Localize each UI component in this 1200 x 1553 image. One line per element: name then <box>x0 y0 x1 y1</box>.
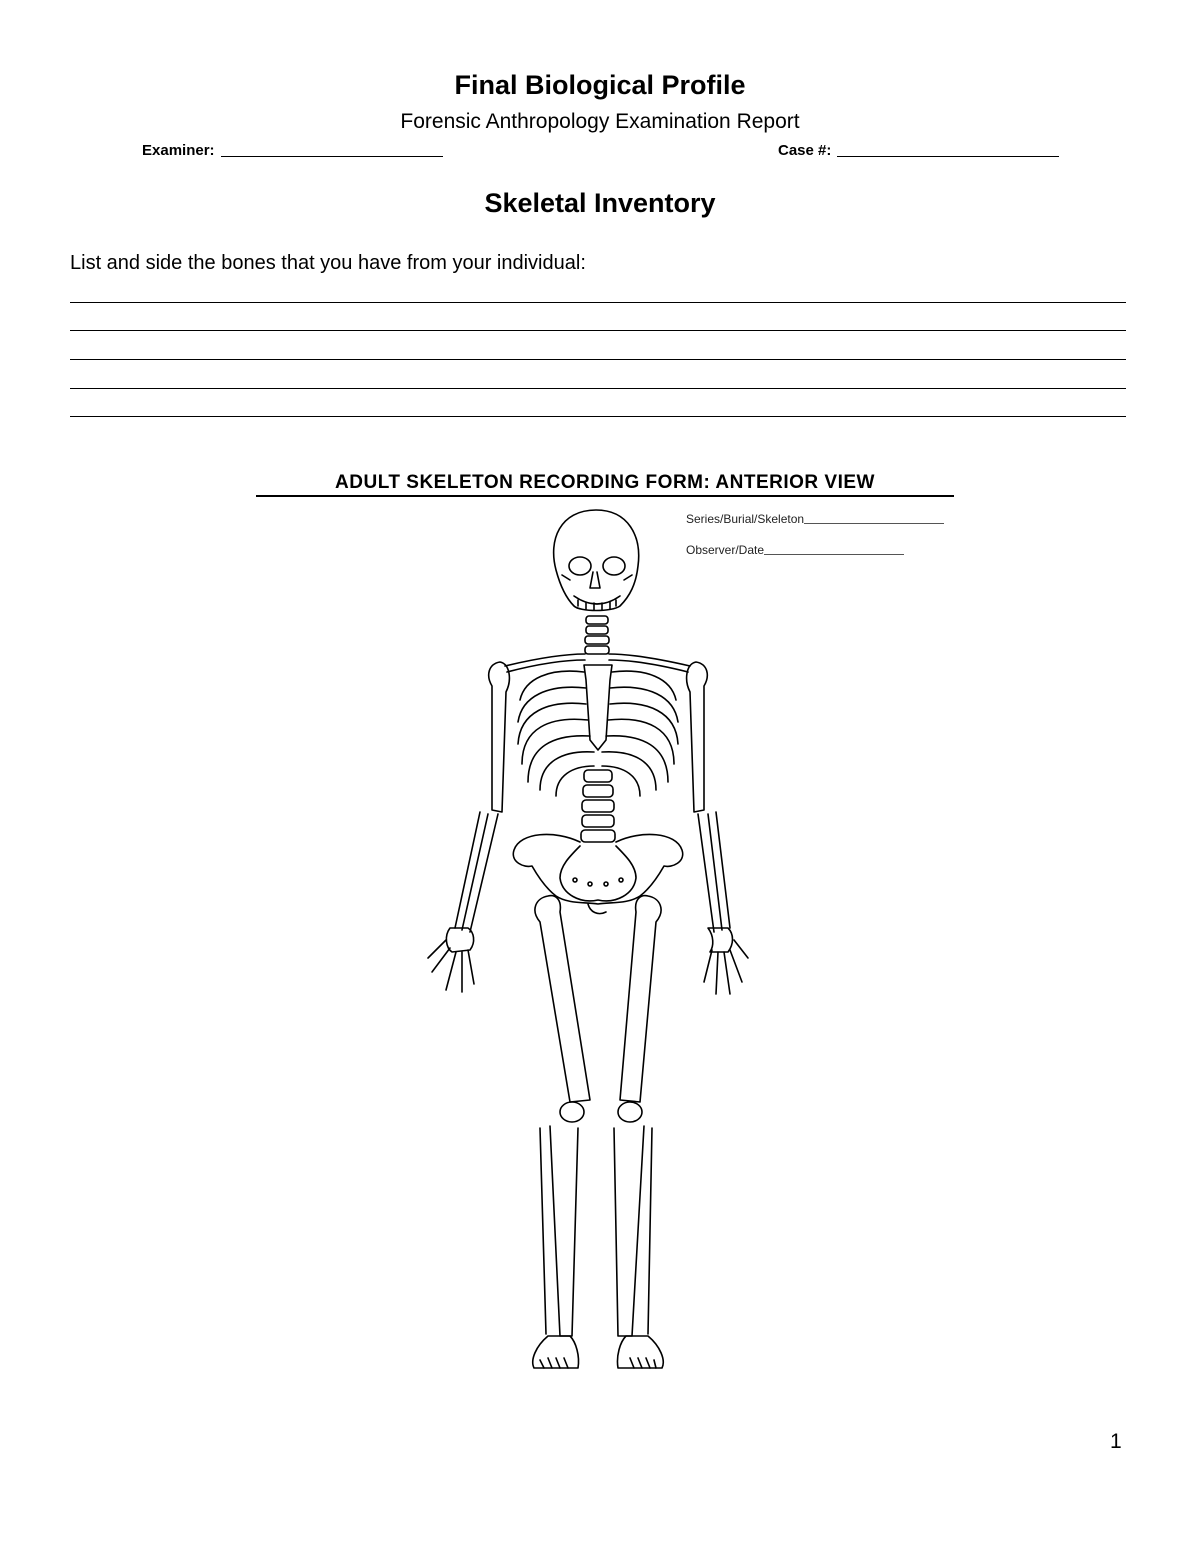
humerus-icon <box>489 662 708 812</box>
skull-icon <box>554 510 639 611</box>
cervical-spine-icon <box>585 616 609 654</box>
section-heading: Skeletal Inventory <box>484 188 716 218</box>
patella-icon <box>560 1102 642 1122</box>
series-label: Series/Burial/Skeleton <box>686 512 805 526</box>
lumbar-spine-icon <box>581 770 615 842</box>
pelvis-icon <box>513 834 682 913</box>
recording-form-title: ADULT SKELETON RECORDING FORM: ANTERIOR VIEW <box>335 472 875 493</box>
examiner-label: Examiner: <box>142 142 215 159</box>
case-number-label: Case #: <box>778 142 832 159</box>
femur-icon <box>535 896 661 1102</box>
clavicle-icon <box>505 654 690 672</box>
page-title: Final Biological Profile <box>454 70 746 100</box>
sternum-icon <box>584 665 612 750</box>
tibia-fibula-icon <box>540 1126 652 1336</box>
ribcage-icon <box>518 671 678 796</box>
inventory-prompt: List and side the bones that you have from your individual: <box>70 252 586 274</box>
observer-label: Observer/Date <box>686 543 765 557</box>
hand-icon <box>428 928 748 994</box>
page-number: 1 <box>1110 1430 1122 1453</box>
foot-icon <box>533 1336 663 1368</box>
page-subtitle: Forensic Anthropology Examination Report <box>400 110 800 133</box>
